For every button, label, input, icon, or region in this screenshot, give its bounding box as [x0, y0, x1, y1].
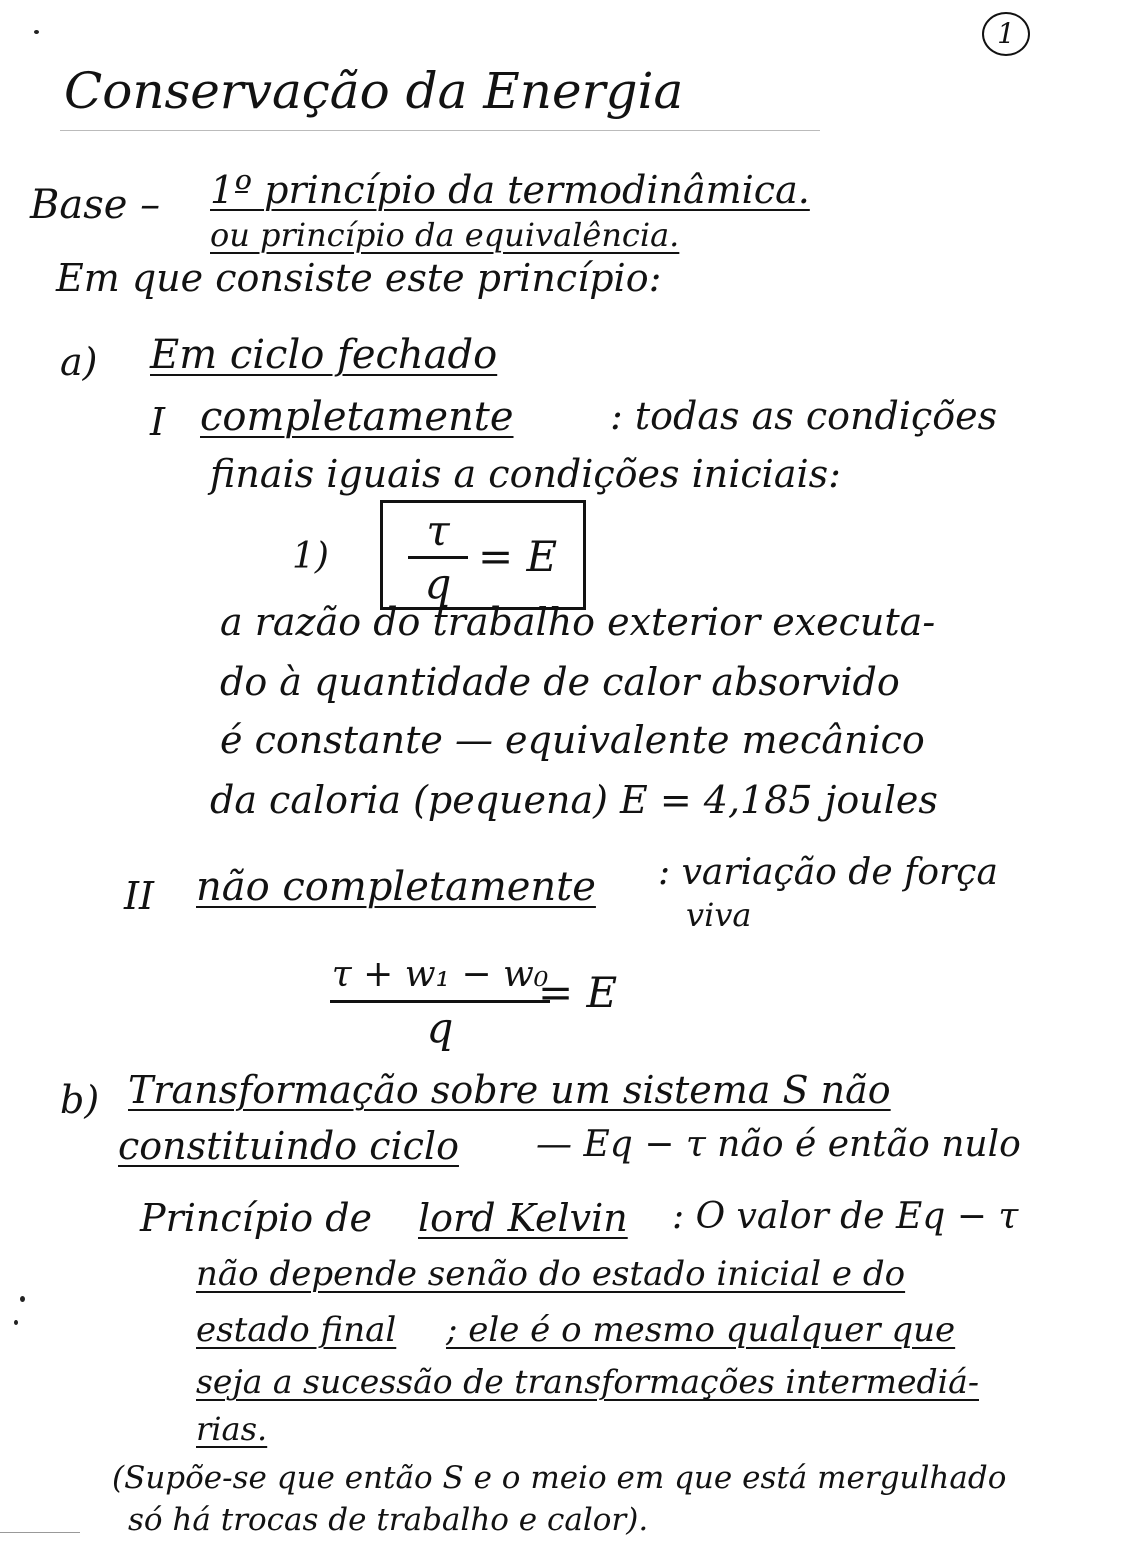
kelvin-line-3a: estado final [196, 1310, 397, 1350]
scan-speck [20, 1296, 25, 1302]
bottom-scan-edge [0, 1532, 80, 1533]
equation-1-rhs: = E [478, 532, 558, 581]
item-a-heading: Em ciclo fechado [150, 332, 498, 378]
equation-2-numerator: τ + w₁ − w₀ [331, 954, 549, 995]
page-title: Conservação da Energia [64, 62, 684, 120]
item-II-label: II [124, 874, 155, 918]
kelvin-line-4: seja a sucessão de transformações intermediá- [196, 1362, 979, 1401]
item-I-text-2: finais iguais a condições iniciais: [210, 452, 841, 496]
scan-speck [14, 1320, 18, 1325]
kelvin-name: lord Kelvin [418, 1196, 628, 1240]
item-II-text: : variação de força [658, 852, 998, 893]
equation-1-fraction [408, 508, 468, 607]
base-principle: 1º princípio da termodinâmica. [210, 168, 810, 212]
note-line-1: (Supõe-se que então S e o meio em que está mergulhado [112, 1460, 1007, 1496]
intro-line: Em que consiste este princípio: [56, 256, 662, 300]
equation-1-numerator: τ [426, 506, 450, 555]
item-I-text: : todas as condições [610, 394, 998, 438]
kelvin-line-3b: ; ele é o mesmo qualquer que [446, 1310, 956, 1350]
item-I-label: I [150, 400, 166, 444]
item-b-label: b) [60, 1078, 100, 1122]
kelvin-line-5: rias. [196, 1410, 268, 1448]
page-number: 1 [982, 12, 1030, 56]
equation-1-denominator: q [424, 559, 452, 608]
item-b-line-2-underlined: constituindo ciclo [118, 1124, 459, 1168]
item-b-line-1: Transformação sobre um sistema S não [128, 1068, 891, 1112]
paragraph-line-2: do à quantidade de calor absorvido [220, 660, 900, 704]
title-divider [60, 130, 820, 131]
base-label: Base – [30, 182, 161, 228]
item-a-label: a) [60, 340, 98, 384]
base-alternative: ou princípio da equivalência. [210, 216, 680, 254]
paragraph-line-1: a razão do trabalho exterior executa- [220, 600, 936, 644]
kelvin-prefix: Princípio de [140, 1196, 373, 1240]
item-b-line-2-rest: — Eq − τ não é então nulo [536, 1124, 1021, 1165]
equation-2-fraction [330, 952, 550, 1051]
equation-1-label: 1) [292, 536, 329, 577]
paragraph-line-4: da caloria (pequena) E = 4,185 joules [210, 778, 938, 822]
item-II-heading: não completamente [196, 864, 596, 910]
scan-speck [34, 30, 39, 34]
paragraph-line-3: é constante — equivalente mecânico [220, 718, 925, 762]
kelvin-statement: : O valor de Eq − τ [672, 1196, 1019, 1237]
kelvin-line-2: não depende senão do estado inicial e do [196, 1254, 906, 1294]
equation-2-rhs: = E [538, 968, 618, 1017]
note-line-2: só há trocas de trabalho e calor). [128, 1502, 649, 1538]
item-II-text-2: viva [686, 896, 752, 934]
equation-2-denominator: q [426, 1003, 454, 1052]
item-I-heading: completamente [200, 394, 514, 440]
